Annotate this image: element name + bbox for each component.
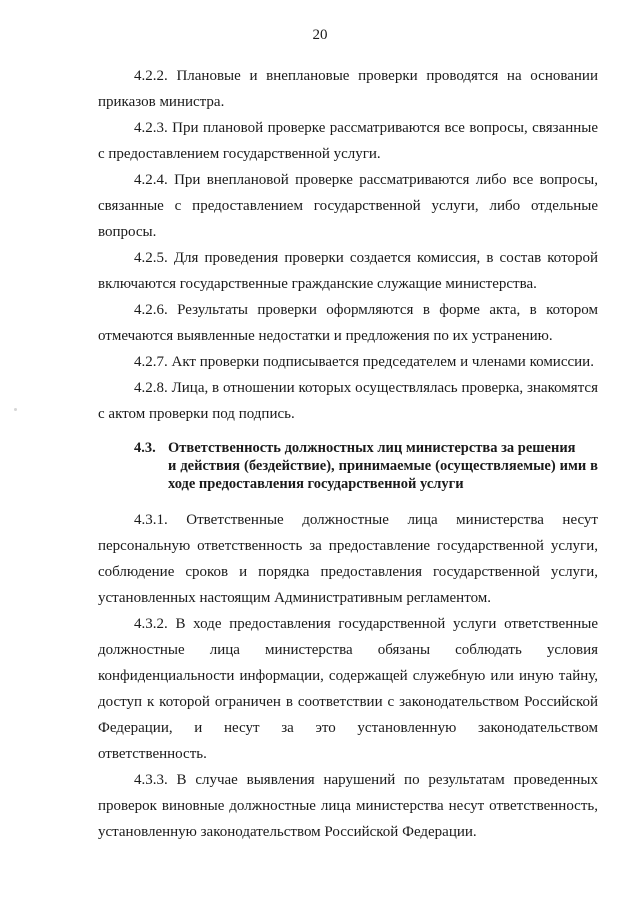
paragraph-4-3-3: 4.3.3. В случае выявления нарушений по результатам проведенных проверок виновные должностные лица министерства несут ответственность, установленную законодательством Российской Федерации. xyxy=(98,772,598,840)
paragraph-4-2-5: 4.2.5. Для проведения проверки создается комиссия, в состав которой включаются государственные гражданские служащие министерства. xyxy=(98,250,598,292)
paragraph-4-3-1: 4.3.1. Ответственные должностные лица министерства несут персональную ответственность за предоставление государственной услуги, соблюдение сроков и порядка предоставления государственной услуги, установленных настоящим Административным регламентом. xyxy=(98,512,598,606)
paragraph-4-2-3: 4.2.3. При плановой проверке рассматриваются все вопросы, связанные с предоставлением государственной услуги. xyxy=(98,120,598,162)
paragraph-4-2-8: 4.2.8. Лица, в отношении которых осуществлялась проверка, знакомятся с актом проверки под подпись. xyxy=(98,380,598,422)
page-number: 20 xyxy=(312,27,328,43)
document-body xyxy=(98,63,598,845)
paragraph-4-2-2: 4.2.2. Плановые и внеплановые проверки проводятся на основании приказов министра. xyxy=(98,68,598,110)
paragraph-4-2-4: 4.2.4. При внеплановой проверке рассматриваются либо все вопросы, связанные с предоставлением государственной услуги, либо отдельные вопросы. xyxy=(98,172,598,240)
scan-mark xyxy=(14,408,17,411)
paragraph-4-2-6: 4.2.6. Результаты проверки оформляются в форме акта, в котором отмечаются выявленные недостатки и предложения по их устранению. xyxy=(98,302,598,344)
section-heading-4-3 xyxy=(98,439,598,493)
paragraph-4-3-2: 4.3.2. В ходе предоставления государственной услуги ответственные должностные лица министерства обязаны соблюдать условия конфиденциальности информации, содержащей служебную или иную тайну, доступ к которой ограничен в соответствии с законодательством Российской Федерации, и несут за это установленную законодательством ответственность. xyxy=(98,616,598,762)
section-title-rest: и действия (бездействие), принимаемые (осуществляемые) ими в ходе предоставления государственной услуги xyxy=(168,458,598,492)
paragraph-4-2-7: 4.2.7. Акт проверки подписывается председателем и членами комиссии. xyxy=(134,354,594,370)
section-number: 4.3. xyxy=(134,440,156,456)
section-title-line1: Ответственность должностных лиц министерства за решения xyxy=(168,440,576,456)
